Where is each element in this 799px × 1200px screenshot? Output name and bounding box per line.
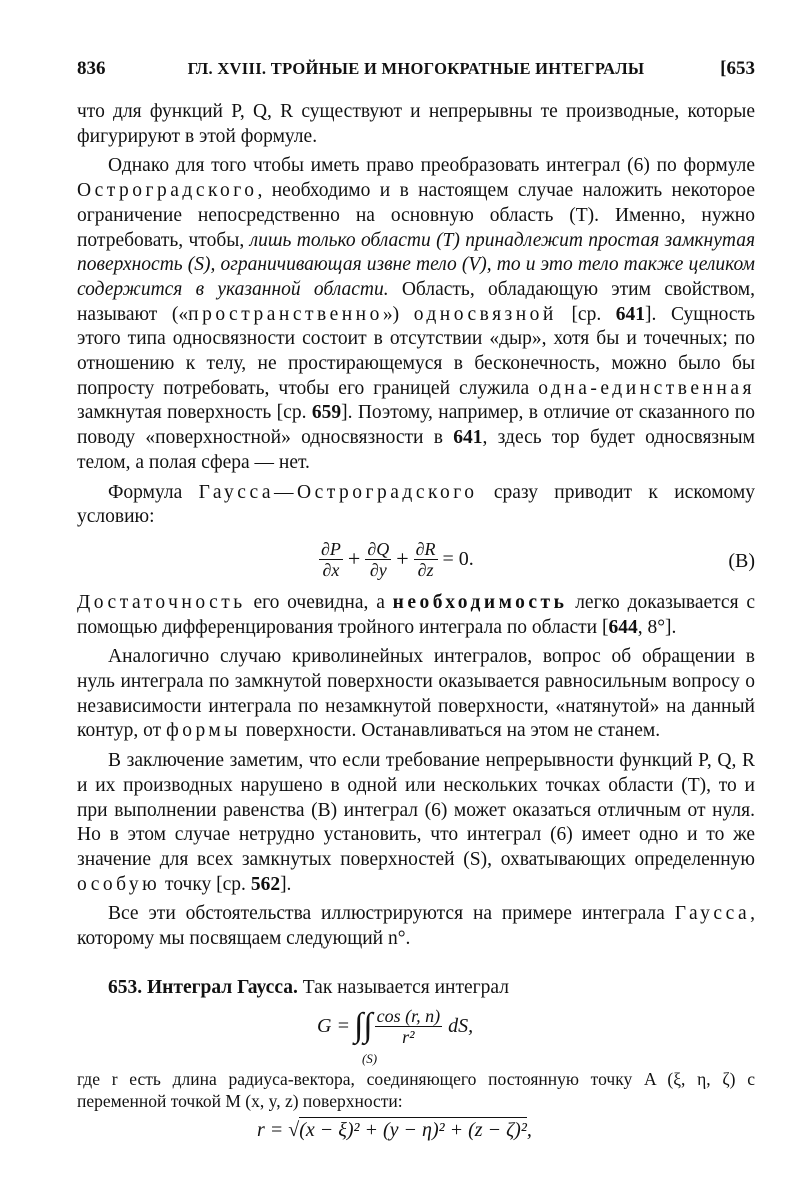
plus-sign: + — [347, 546, 361, 572]
para2-term-1: пространственно — [188, 303, 383, 325]
double-integral-sign — [353, 1007, 378, 1066]
para2-ref-3: 641 — [453, 427, 483, 449]
para7-text-1: Все эти обстоятельства иллюстрируются на примере интеграла — [108, 903, 675, 925]
fraction-dr-dz — [414, 539, 438, 580]
para4-text-2: легко доказывается с помощью дифференцирования тройного интеграла по области [ — [77, 591, 755, 638]
radius-radicand: (x − ξ)² + (y − η)² + (z − ζ)² — [299, 1118, 527, 1141]
para6-text-1: В заключение заметим, что если требование непрерывности функций P, Q, R и их производных нарушено в одной или нескольких точках области (T), то и при выполнении равенства (B) интеграл (6) может оказаться отличным от нуля. Но в этом случае нетрудно установить, что интеграл (6) имеет одно и то же значение для всех замкнутых поверхностей (S), охватывающих определенную — [77, 750, 755, 870]
para2-text-2: , необходимо и в настоящем случае наложить некоторое ограничение непосредственно на основную область (T). Именно, нужно потребовать, чтобы, — [77, 180, 755, 251]
para4-text-1: его очевидна, а — [245, 591, 393, 613]
chapter-title: ГЛ. XVIII. ТРОЙНЫЕ И МНОГОКРАТНЫЕ ИНТЕГРАЛЫ — [187, 59, 645, 78]
gauss-fraction — [375, 1006, 443, 1047]
para6-word: особую — [77, 873, 161, 895]
para4-word-2: необходимость — [392, 591, 568, 613]
frac-num: ∂P — [321, 538, 341, 559]
plus-sign: + — [396, 546, 409, 572]
paragraph-2 — [77, 154, 755, 475]
section-653-text: Так называется интеграл — [297, 976, 509, 998]
para2-italic-condition: лишь только области (T) принадлежит простая замкнутая поверхность (S), ограничивающая извне тело (V), то и это тело также целиком содержится в указанной области. — [77, 229, 756, 300]
para2-text-1: Однако для того чтобы иметь право преобразовать интеграл (6) по формуле — [108, 155, 755, 177]
para3-text-2: сразу приводит к искомому условию: — [77, 481, 755, 528]
para2-ref-2: 659 — [311, 402, 342, 424]
para7-name: Гаусса — [674, 903, 751, 925]
frac-den: r² — [402, 1026, 415, 1047]
para4-text-3: , 8°]. — [637, 616, 677, 638]
equation-gauss-formula — [317, 1005, 474, 1066]
equation-b-formula — [317, 539, 474, 580]
paragraph-1: что для функций P, Q, R существуют и непрерывны те производные, которые фигурируют в этой формуле. — [77, 101, 755, 147]
frac-den: ∂z — [417, 559, 434, 580]
para4-ref: 644 — [608, 616, 638, 638]
equation-rhs: = 0. — [442, 548, 474, 571]
para5-text-1: Аналогично случаю криволинейных интегралов, вопрос об обращении в нуль интеграла по замкнутой поверхности оказывается равносильным вопросу о независимости интеграла по незамкнутой поверхности, «натянутой» на данный контур, от — [77, 646, 755, 742]
radius-tail: , — [526, 1118, 532, 1141]
page-number: 836 — [77, 58, 106, 79]
para2-text-9: , здесь тор будет односвязным телом, а полая сфера — нет. — [77, 427, 755, 473]
para3-text-1: Формула — [108, 481, 199, 503]
integral-symbol: ∫∫ — [353, 1007, 373, 1044]
para2-text-8: ]. Поэтому, например, в отличие от сказанного по поводу «поверхностной» односвязности в — [77, 402, 755, 449]
gauss-tail: dS, — [448, 1014, 474, 1037]
equation-b — [77, 535, 755, 585]
page-body — [77, 100, 755, 1150]
para2-ref-1: 641 — [615, 303, 646, 325]
equation-radius-formula — [257, 1118, 532, 1143]
paragraph-3 — [77, 481, 755, 530]
frac-num: ∂R — [415, 538, 436, 559]
radius-lhs: r = √ — [257, 1118, 300, 1141]
page-header — [77, 58, 755, 84]
para2-text-5: [ср. — [556, 303, 616, 325]
frac-num: cos (r, n) — [376, 1005, 441, 1026]
para2-text-3: Область, обладающую этим свойством, называют (« — [77, 278, 755, 325]
paragraph-5 — [77, 645, 755, 744]
section-653-title: 653. Интеграл Гаусса. — [108, 976, 298, 998]
paragraph-6 — [77, 749, 755, 897]
para6-ref: 562 — [250, 873, 281, 895]
paragraph-8: где r есть длина радиуса-вектора, соединяющего постоянную точку A (ξ, η, ζ) с переменной точкой M (x, y, z) поверхности: — [77, 1068, 755, 1111]
frac-num: ∂Q — [367, 538, 390, 559]
equation-tag: (B) — [728, 549, 755, 572]
paragraph-7 — [77, 902, 755, 951]
para2-text-7: замкнутая поверхность [ср. — [77, 402, 312, 424]
equation-gauss — [77, 1006, 755, 1064]
equation-radius — [77, 1116, 755, 1150]
fraction-dp-dx — [319, 539, 343, 580]
para2-name: Остроградского — [77, 180, 258, 202]
para2-text-4: ») — [382, 303, 414, 325]
fraction-dq-dy — [365, 539, 391, 580]
para2-text-6: ]. Сущность этого типа односвязности состоит в отсутствии «дыр», хотя бы и точечных; по отношению к телу, не простирающемуся в бесконечность, можно было бы попросту потребовать, чтобы его границей служила — [77, 303, 755, 399]
frac-den: ∂x — [322, 559, 340, 580]
section-653-heading — [77, 976, 755, 1001]
para2-term-3: одна-единственная — [538, 377, 755, 399]
para5-text-2: поверхности. Останавливаться на этом не станем. — [240, 720, 661, 742]
para7-text-2: , которому мы посвящаем следующий n°. — [77, 903, 755, 950]
para3-name: Гаусса—Остроградского — [198, 481, 478, 503]
section-number: [653 — [720, 58, 755, 79]
para6-text-2: точку [ср. — [160, 873, 251, 895]
gauss-lhs: G = — [317, 1014, 350, 1037]
para2-term-2: односвязной — [413, 303, 557, 325]
para4-word-1: Достаточность — [77, 591, 246, 613]
integral-domain: (S) — [361, 1051, 378, 1066]
para5-word: формы — [166, 720, 241, 742]
frac-den: ∂y — [369, 559, 387, 580]
paragraph-4 — [77, 591, 755, 640]
para6-text-3: ]. — [280, 873, 292, 895]
